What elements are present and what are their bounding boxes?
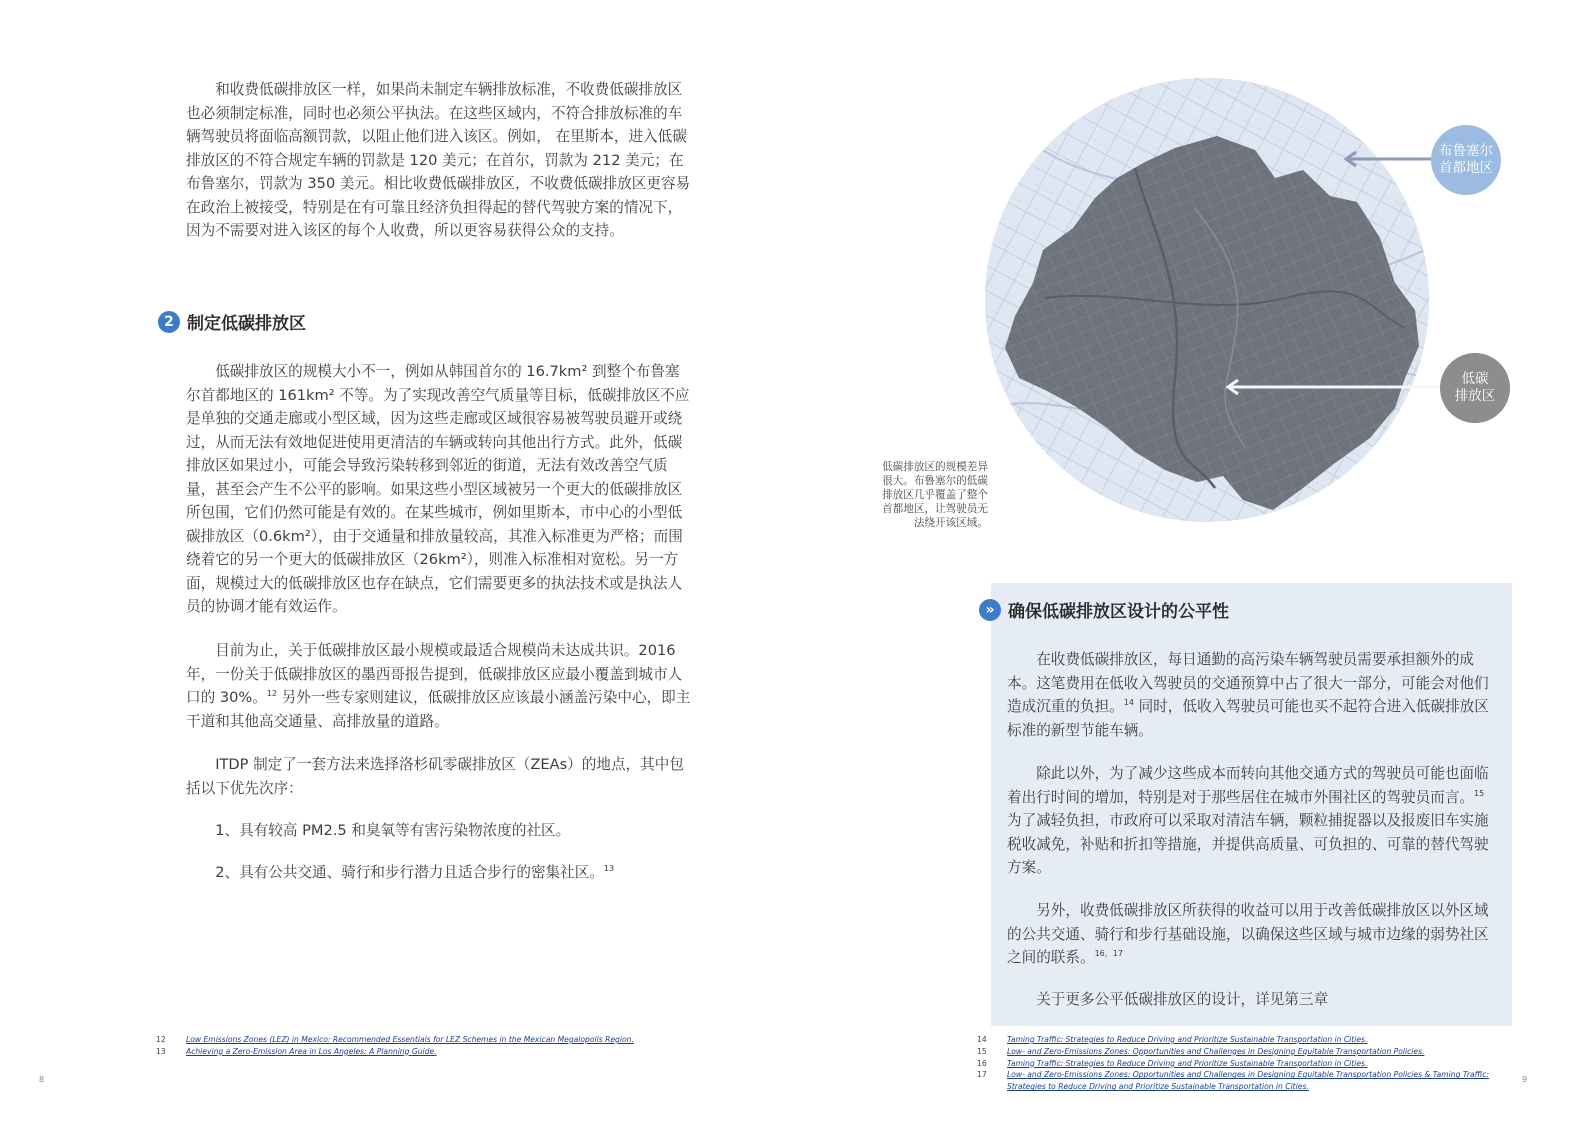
footnote-link[interactable]: Low- and Zero-Emissions Zones: Opportunities and Challenges in Designing Equitable Transportation Policies & Taming Traffic: Strategies to Reduce Driving and Prioritize Sustainable Transportation in Cities. (1007, 1070, 1489, 1092)
footnote-link[interactable]: Low Emissions Zones (LEZ) in Mexico: Recommended Essentials for LEZ Schemes in the Mexican Megalopolis Region. (186, 1035, 634, 1044)
footnote-number: 16 (977, 1058, 987, 1068)
footnote-item (977, 1046, 1512, 1058)
footnote-number: 13 (156, 1046, 166, 1056)
priority-item-2 (186, 861, 692, 885)
consensus-text-tail: 另外一些专家则建议，低碳排放区应该最小涵盖污染中心，即主干道和其他高交通量、高排放量的道路。 (186, 689, 691, 730)
intro-paragraph: 和收费低碳排放区一样，如果尚未制定车辆排放标准，不收费低碳排放区也必须制定标准，同时也必须公平执法。在这些区域内，不符合排放标准的车辆驾驶员将面临高额罚款，以阻止他们进入该区。例如， 在里斯本，进入低碳排放区的不符合规定车辆的罚款是 120 美元；在首尔，罚款为 212 美元；在布鲁塞尔，罚款为 350 美元。相比收费低碳排放区，不收费低碳排放区更容易在政治上被接受，特别是在有可靠且经济负担得起的替代驾驶方案的情况下，因为不需要对进入该区的每个人收费，所以更容易获得公众的支持。 (186, 81, 691, 239)
panel-paragraph-3-text: 另外，收费低碳排放区所获得的收益可以用于改善低碳排放区以外区域的公共交通、骑行和步行基础设施，以确保这些区域与城市边缘的弱势社区之间的联系。 (1007, 902, 1489, 966)
footnote-number: 15 (977, 1046, 987, 1056)
footnote-item (977, 1034, 1512, 1046)
footnote-ref-15[interactable]: 15 (1474, 788, 1485, 798)
panel-paragraph-1-text: 在收费低碳排放区，每日通勤的高污染车辆驾驶员需要承担额外的成本。这笔费用在低收入驾驶员的交通预算中占了很大一部分，可能会对他们造成沉重的负担。 (1007, 651, 1489, 715)
footnote-item (156, 1034, 636, 1046)
priority-item-2-text: 2、具有公共交通、骑行和步行潜力且适合步行的密集社区。 (215, 864, 604, 881)
footnote-item (156, 1046, 636, 1058)
page-number-left: 8 (39, 1075, 45, 1084)
panel-paragraph-3 (1007, 899, 1495, 970)
panel-paragraph-1-tail: 同时，低收入驾驶员可能也买不起符合进入低碳排放区标准的新型节能车辆。 (1007, 698, 1489, 739)
consensus-paragraph (186, 639, 692, 733)
panel-heading (979, 597, 1229, 622)
right-footnotes (977, 1034, 1512, 1093)
footnote-ref-16-17[interactable]: 16，17 (1094, 949, 1123, 958)
footnote-ref-12[interactable]: 12 (266, 689, 278, 698)
left-footnotes (156, 1034, 636, 1058)
footnote-item (977, 1058, 1512, 1070)
brussels-region-bubble: 布鲁塞尔 首都地区 (1431, 125, 1501, 195)
map-graphic (985, 78, 1429, 522)
footnote-number: 17 (977, 1070, 987, 1080)
section-heading (158, 309, 306, 334)
section-title: 制定低碳排放区 (187, 314, 306, 334)
priority-item-1: 1、具有较高 PM2.5 和臭氧等有害污染物浓度的社区。 (215, 822, 571, 839)
panel-paragraph-2 (1007, 762, 1495, 880)
panel-paragraph-2-text: 除此以外，为了减少这些成本而转向其他交通方式的驾驶员可能也面临着出行时间的增加，特别是对于那些居住在城市外围社区的驾驶员而言。 (1007, 765, 1489, 806)
page-number-right: 9 (1522, 1075, 1528, 1084)
footnote-link[interactable]: Achieving a Zero-Emission Area in Los Angeles: A Planning Guide. (186, 1046, 437, 1056)
panel-paragraph-1 (1007, 648, 1495, 742)
footnote-number: 14 (977, 1035, 987, 1044)
double-chevron-icon: » (979, 599, 1001, 621)
footnote-link[interactable]: Taming Traffic: Strategies to Reduce Driving and Prioritize Sustainable Transportation in Cities. (1007, 1035, 1368, 1044)
footnote-link[interactable]: Taming Traffic: Strategies to Reduce Driving and Prioritize Sustainable Transportation in Cities. (1007, 1058, 1368, 1068)
consensus-text: 目前为止，关于低碳排放区最小规模或最适合规模尚未达成共识。2016 年，一份关于低碳排放区的墨西哥报告提到，低碳排放区应最小覆盖到城市人口的 30%。 (186, 642, 683, 706)
panel-paragraph-4: 关于更多公平低碳排放区的设计，详见第三章 (1036, 991, 1329, 1008)
panel-paragraph-2-tail: 为了减轻负担，市政府可以采取对清洁车辆，颗粒捕捉器以及报废旧车实施税收减免，补贴和折扣等措施，并提供高质量、可负担的、可靠的替代驾驶方案。 (1007, 812, 1489, 876)
footnote-item (977, 1069, 1512, 1093)
panel-title: 确保低碳排放区设计的公平性 (1008, 602, 1229, 622)
brussels-map (985, 78, 1429, 522)
footnote-link[interactable]: Low- and Zero-Emissions Zones: Opportunities and Challenges in Designing Equitable Transportation Policies. (1007, 1046, 1425, 1056)
lez-bubble: 低碳 排放区 (1440, 353, 1510, 423)
itdp-paragraph: ITDP 制定了一套方法来选择洛杉矶零碳排放区（ZEAs）的地点，其中包括以下优先次序： (186, 756, 684, 797)
footnote-ref-13[interactable]: 13 (603, 864, 615, 873)
lez-size-paragraph: 低碳排放区的规模大小不一，例如从韩国首尔的 16.7km² 到整个布鲁塞尔首都地区的 161km² 不等。为了实现改善空气质量等目标，低碳排放区不应是单独的交通走廊或小型区域，因为这些走廊或区域很容易被驾驶员避开或绕过，从而无法有效地促进使用更清洁的车辆或转向其他出行方式。此外，低碳排放区如果过小，可能会导致污染转移到邻近的街道，无法有效改善空气质量，甚至会产生不公平的影响。如果这些小型区域被另一个更大的低碳排放区所包围，它们仍然可能是有效的。在某些城市，例如里斯本，市中心的小型低碳排放区（0.6km²），由于交通量和排放量较高，其准入标准更为严格；而围绕着它的另一个更大的低碳排放区（26km²），则准入标准相对宽松。另一方面，规模过大的低碳排放区也存在缺点，它们需要更多的执法技术或是执法人员的协调才能有效运作。 (186, 363, 690, 615)
map-caption: 低碳排放区的规模差异很大。布鲁塞尔的低碳排放区几乎覆盖了整个首都地区，让驾驶员无法绕开该区域。 (882, 461, 988, 529)
footnote-number: 12 (156, 1035, 166, 1044)
section-number-badge: 2 (158, 311, 180, 333)
footnote-ref-14[interactable]: 14 (1123, 698, 1134, 707)
